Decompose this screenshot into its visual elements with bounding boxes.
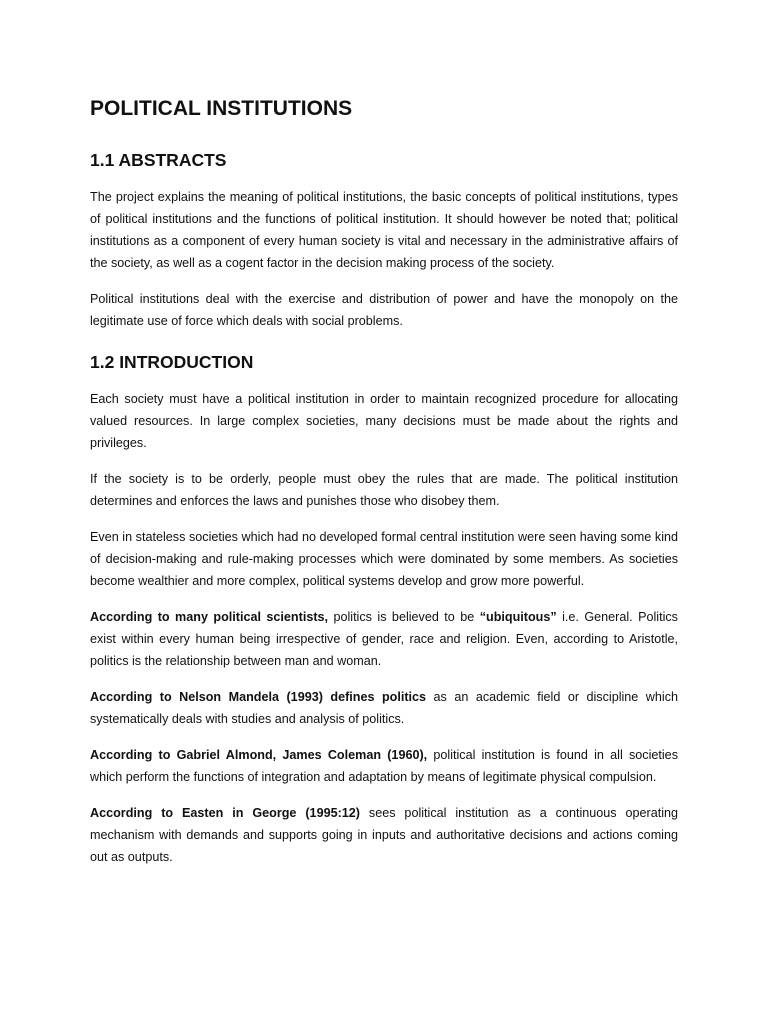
paragraph-text: politics is believed to be xyxy=(328,610,480,624)
section-abstracts xyxy=(90,148,678,332)
paragraph xyxy=(90,686,678,730)
paragraph: If the society is to be orderly, people must obey the rules that are made. The political institution determines and enforces the laws and punishes those who disobey them. xyxy=(90,472,678,508)
bold-lead: According to Nelson Mandela (1993) defines politics xyxy=(90,690,427,704)
paragraph xyxy=(90,606,678,672)
paragraph xyxy=(90,802,678,868)
paragraph-text: as an academic field or discipline which systematically deals with studies and analysis of politics. xyxy=(90,690,678,726)
paragraph-text: i.e. General. Politics exist within every human being irrespective of gender, race and religion. Even, according to Aristotle, politics is the relationship between man and woman. xyxy=(90,610,678,668)
bold-lead: According to Easten in George (1995:12) xyxy=(90,806,360,820)
paragraph: Each society must have a political institution in order to maintain recognized procedure for allocating valued resources. In large complex societies, many decisions must be made about the rights and privileges. xyxy=(90,392,678,450)
paragraph-text: sees political institution as a continuous operating mechanism with demands and supports going in inputs and authoritative decisions and actions coming out as outputs. xyxy=(90,806,678,864)
section-heading: 1.2 INTRODUCTION xyxy=(90,352,254,372)
bold-term: “ubiquitous” xyxy=(479,610,557,624)
bold-lead: According to many political scientists, xyxy=(90,610,329,624)
paragraph: Political institutions deal with the exercise and distribution of power and have the monopoly on the legitimate use of force which deals with social problems. xyxy=(90,292,678,328)
document-title: POLITICAL INSTITUTIONS xyxy=(90,97,353,120)
paragraph xyxy=(90,744,678,788)
paragraph-text: political institution is found in all societies which perform the functions of integration and adaptation by means of legitimate physical compulsion. xyxy=(90,748,678,784)
section-heading: 1.1 ABSTRACTS xyxy=(90,150,227,170)
document-page xyxy=(90,94,678,882)
paragraph: The project explains the meaning of political institutions, the basic concepts of political institutions, types of political institutions and the functions of political institution. It should however be noted that; political institutions as a component of every human society is vital and necessary in the administrative affairs of the society, as well as a cogent factor in the decision making process of the society. xyxy=(90,190,678,270)
bold-lead: According to Gabriel Almond, James Coleman (1960), xyxy=(90,748,428,762)
section-introduction xyxy=(90,350,678,868)
paragraph: Even in stateless societies which had no developed formal central institution were seen having some kind of decision-making and rule-making processes which were dominated by some members. As societies become wealthier and more complex, political systems develop and grow more powerful. xyxy=(90,530,678,588)
